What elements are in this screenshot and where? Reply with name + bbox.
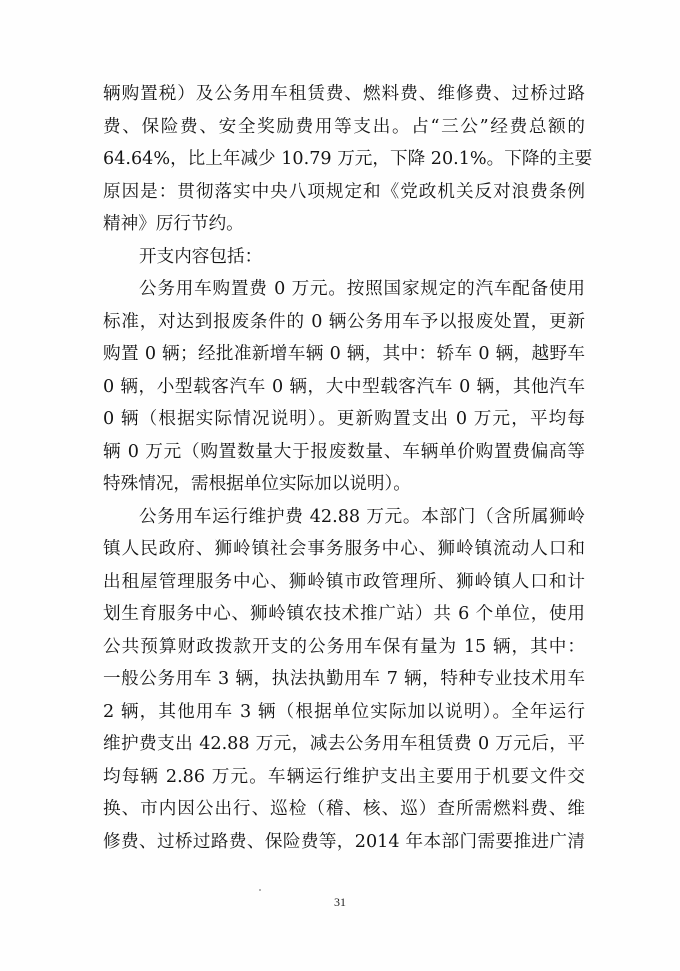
- text-line: 0 辆，小型载客汽车 0 辆，大中型载客汽车 0 辆，其他汽车: [103, 376, 585, 397]
- text-line: 公务用车购置费 0 万元。按照国家规定的汽车配备使用: [139, 279, 585, 299]
- text-line: 辆 0 万元（购置数量大于报废数量、车辆单价购置费偏高等: [103, 441, 585, 462]
- text-line: 公务用车运行维护费 42.88 万元。本部门（含所属狮岭: [139, 506, 585, 527]
- text-line: 均每辆 2.86 万元。车辆运行维护支出主要用于机要文件交: [103, 766, 585, 787]
- text-line: 换、市内因公出行、巡检（稽、核、巡）查所需燃料费、维: [103, 799, 585, 819]
- text-line: 公共预算财政拨款开支的公务用车保有量为 15 辆，其中：: [103, 636, 585, 657]
- text-line: 特殊情况，需根据单位实际加以说明）。: [103, 474, 411, 494]
- text-line: 修费、过桥过路费、保险费等，2014 年本部门需要推进广清: [103, 831, 585, 852]
- page-number: 31: [334, 895, 346, 909]
- text-line: 辆购置税）及公务用车租赁费、燃料费、维修费、过桥过路: [103, 84, 585, 104]
- text-line: 2 辆，其他用车 3 辆（根据单位实际加以说明）。全年运行: [103, 701, 585, 722]
- text-line: 镇人民政府、狮岭镇社会事务服务中心、狮岭镇流动人口和: [103, 539, 585, 559]
- body-text: [103, 78, 593, 858]
- text-line: 购置 0 辆；经批准新增车辆 0 辆，其中：轿车 0 辆，越野车: [103, 344, 585, 364]
- text-line: 划生育服务中心、狮岭镇农技术推广站）共 6 个单位，使用: [103, 604, 585, 624]
- text-line: 开支内容包括：: [139, 246, 263, 267]
- text-line: 精神》厉行节约。: [103, 214, 244, 234]
- text-line: 一般公务用车 3 辆，执法执勤用车 7 辆，特种专业技术用车: [103, 669, 585, 689]
- text-line: 出租屋管理服务中心、狮岭镇市政管理所、狮岭镇人口和计: [103, 571, 585, 592]
- text-line: 0 辆（根据实际情况说明）。更新购置支出 0 万元，平均每: [103, 409, 585, 429]
- text-line: 原因是：贯彻落实中央八项规定和《党政机关反对浪费条例: [103, 181, 585, 202]
- text-line: 64.64%，比上年减少 10.79 万元，下降 20.1%。下降的主要: [103, 149, 593, 169]
- text-line: 费、保险费、安全奖励费用等支出。占“三公”经费总额的: [103, 116, 585, 137]
- text-line: 维护费支出 42.88 万元，减去公务用车租赁费 0 万元后，平: [103, 734, 585, 754]
- scan-speck: [259, 889, 261, 891]
- text-line: 标准，对达到报废条件的 0 辆公务用车予以报废处置，更新: [103, 311, 585, 332]
